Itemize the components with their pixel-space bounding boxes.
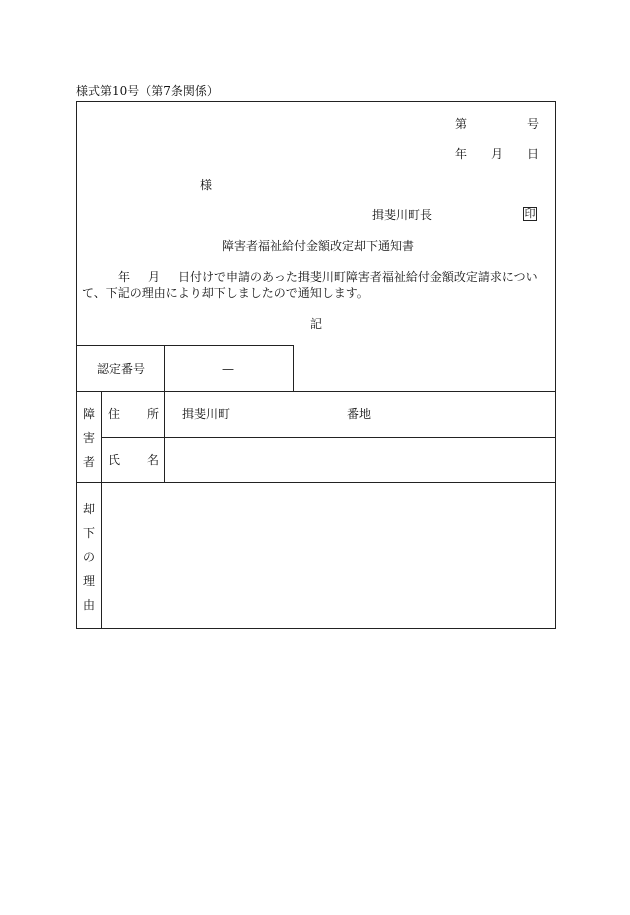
date-month: 月 (491, 147, 504, 161)
person-label-char-1: 障 (82, 407, 95, 421)
body-text: 日付けで申請のあった揖斐川町障害者福祉給付金額改定請求について、下記の理由により却下しましたので通知します。 (82, 270, 538, 300)
cert-number-label: 認定番号 (97, 362, 146, 376)
ki-heading: 記 (310, 317, 323, 331)
person-label-char-3: 者 (82, 455, 95, 469)
number-suffix: 号 (527, 117, 540, 131)
name-label-2: 名 (147, 453, 160, 467)
reason-label (82, 497, 96, 617)
date-day: 日 (527, 147, 540, 161)
cert-row-top-line (76, 345, 294, 346)
recipient-suffix: 様 (200, 178, 213, 192)
notice-paragraph (82, 269, 552, 301)
reason-label-char-1: 却 (82, 502, 95, 516)
reason-label-char-4: 理 (82, 574, 95, 588)
document-title: 障害者福祉給付金額改定却下通知書 (222, 239, 415, 253)
body-month: 月 (148, 270, 161, 284)
form-frame (76, 101, 556, 629)
person-row-top-line (76, 391, 556, 392)
address-label-1: 住 (108, 407, 121, 421)
cert-number-value: — (222, 362, 234, 376)
seal-mark: 印 (524, 207, 536, 220)
address-town: 揖斐川町 (182, 407, 231, 421)
address-name-divider (101, 437, 556, 438)
form-id: 様式第10号（第7条関係） (76, 84, 219, 98)
date-year: 年 (455, 147, 468, 161)
reason-label-char-2: 下 (82, 526, 95, 540)
name-label-1: 氏 (108, 453, 121, 467)
reason-label-char-3: の (82, 550, 95, 564)
cert-col-divider (164, 345, 165, 391)
cert-value-right-line (293, 345, 294, 391)
body-year: 年 (118, 270, 131, 284)
address-banchi: 番地 (347, 407, 372, 421)
address-label-2: 所 (147, 407, 160, 421)
reason-label-char-5: 由 (82, 598, 95, 612)
person-label-char-2: 害 (82, 431, 95, 445)
issuer: 揖斐川町長 (372, 208, 433, 222)
number-prefix: 第 (455, 117, 468, 131)
person-label (82, 402, 96, 474)
label-col-divider (101, 391, 102, 629)
reason-row-top-line (76, 482, 556, 483)
